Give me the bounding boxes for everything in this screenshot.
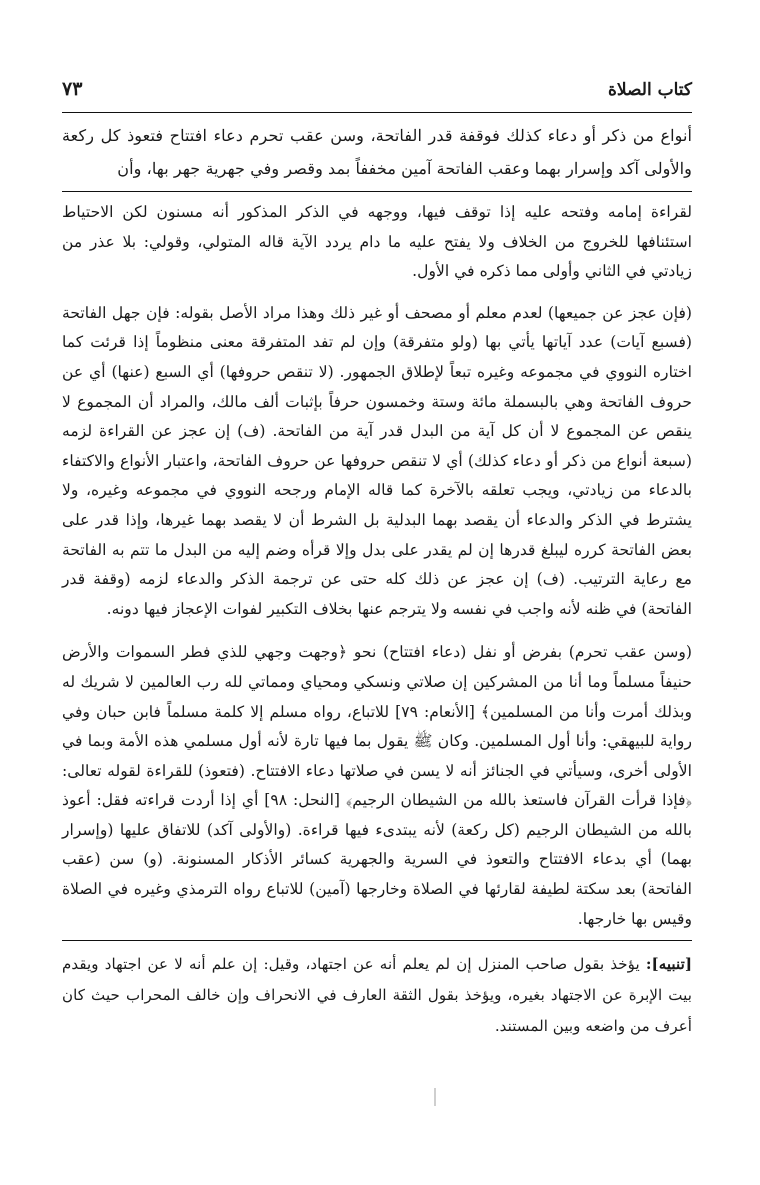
main-text: أنواع من ذكر أو دعاء كذلك فوقفة قدر الفاتحة، وسن عقب تحرم دعاء افتتاح فتعوذ كل ركعة والأولى آكد وإسرار بهما وعقب الفاتحة آمين مخففاً بمد وقصر وفي جهرية جهر بها، وأن <box>62 126 692 178</box>
scan-mark <box>434 1088 436 1106</box>
page-number: ٧٣ <box>62 78 83 100</box>
running-title: كتاب الصلاة <box>607 80 692 100</box>
commentary-paragraph: (وسن عقب تحرم) بفرض أو نفل (دعاء افتتاح) نحو ﴿وجهت وجهي للذي فطر السموات والأرض حنيفاً مسلماً وما أنا من المشركين إن صلاتي ونسكي ومحياي ومماتي لله رب العالمين لا شريك له وبذلك أمرت وأنا من المسلمين﴾ [الأنعام: ٧٩] للاتباع، رواه مسلم إلا كلمة مسلماً فابن حبان وفي رواية للبيهقي: وأنا أول المسلمين. وكان ﷺ يقول بما فيها تارة لأنه أول مسلمي هذه الأمة وبما في الأولى أخرى، وسيأتي في الجنائز أنه لا يسن في صلاتها دعاء الافتتاح. (فتعوذ) للقراءة لقوله تعالى: ﴿فإذا قرأت القرآن فاستعذ بالله من الشيطان الرجيم﴾ [النحل: ٩٨] أي إذا أردت قراءته فقل: أعوذ بالله من الشيطان الرجيم (كل ركعة) لأنه يبتدىء فيها قراءة. (والأولى آكد) للاتفاق عليها (وإسرار بهما) أي بدعاء الافتتاح والتعوذ في السرية والجهرية كسائر الأذكار المسنونة. (و) سن (عقب الفاتحة) بعد سكتة لطيفة لقارئها في الصلاة وخارجها (آمين) للاتباع رواه الترمذي وغيره في الصلاة وقيس بها خارجها. <box>62 643 692 928</box>
commentary <box>62 192 692 934</box>
note-label: [تنبيه]: <box>645 955 693 974</box>
footnote <box>62 941 692 1042</box>
note-text: يؤخذ بقول صاحب المنزل إن لم يعلم أنه عن اجتهاد، وقيل: إن علم أنه لا عن اجتهاد ويقدم بيت الإبرة عن الاجتهاد بغيره، ويؤخذ بقول الثقة العارف في الانحراف وإن خالف المحراب حيث كان أعرف من واضعه وبين المستند. <box>62 955 692 1036</box>
page-header <box>62 78 692 113</box>
commentary-paragraph: (فإن عجز عن جميعها) لعدم معلم أو مصحف أو غير ذلك وهذا مراد الأصل بقوله: فإن جهل الفاتحة (فسبع آيات) عدد آياتها يأتي بها (ولو متفرقة) وإن لم تفد المتفرقة معنى منظوماً إذا قرئت كما اختاره النووي في مجموعه وغيره تبعاً لإطلاق الجمهور. (لا تنقص حروفها) أي السبع (عنها) أي عن حروف الفاتحة وهي بالبسملة مائة وستة وخمسون حرفاً بإثبات ألف مالك، والمراد أن المجموع لا ينقص عن المجموع لا أن كل آية من البدل قدر آية من الفاتحة. (ف) إن عجز عن القراءة لزمه (سبعة أنواع من ذكر أو دعاء كذلك) أي لا تنقص حروفها عن حروف الفاتحة، واعتبار الأنواع والاكتفاء بالدعاء من زيادتي، ويجب تعلقه بالآخرة كما قاله الإمام ورجحه النووي في مجموعه وغيره، ولا يشترط في الذكر والدعاء أن يقصد بهما البدلية بل الشرط أن لا يقصد بهما غيرها، وإذا قدر على بعض الفاتحة كرره ليبلغ قدرها إن لم يقدر على بدل وإلا قرأه وضم إليه من البدل ما تتم به الفاتحة مع رعاية الترتيب. (ف) إن عجز عن ذلك كله حتى عن ترجمة الذكر والدعاء لزمه (وقفة قدر الفاتحة) في ظنه لأنه واجب في نفسه ولا يترجم عنها بخلاف التكبير لفوات الإعجاز فيها دونه. <box>62 303 692 618</box>
commentary-paragraph: لقراءة إمامه وفتحه عليه إذا توقف فيها، ووجهه في الذكر المذكور أنه مسنون لكن الاحتياط استئنافها للخروج من الخلاف ولا يفتح عليه ما دام يردد الآية قاله المتولي، وقولي: بلا عذر من زيادتي في الثاني وأولى مما ذكره في الأول. <box>62 203 692 281</box>
